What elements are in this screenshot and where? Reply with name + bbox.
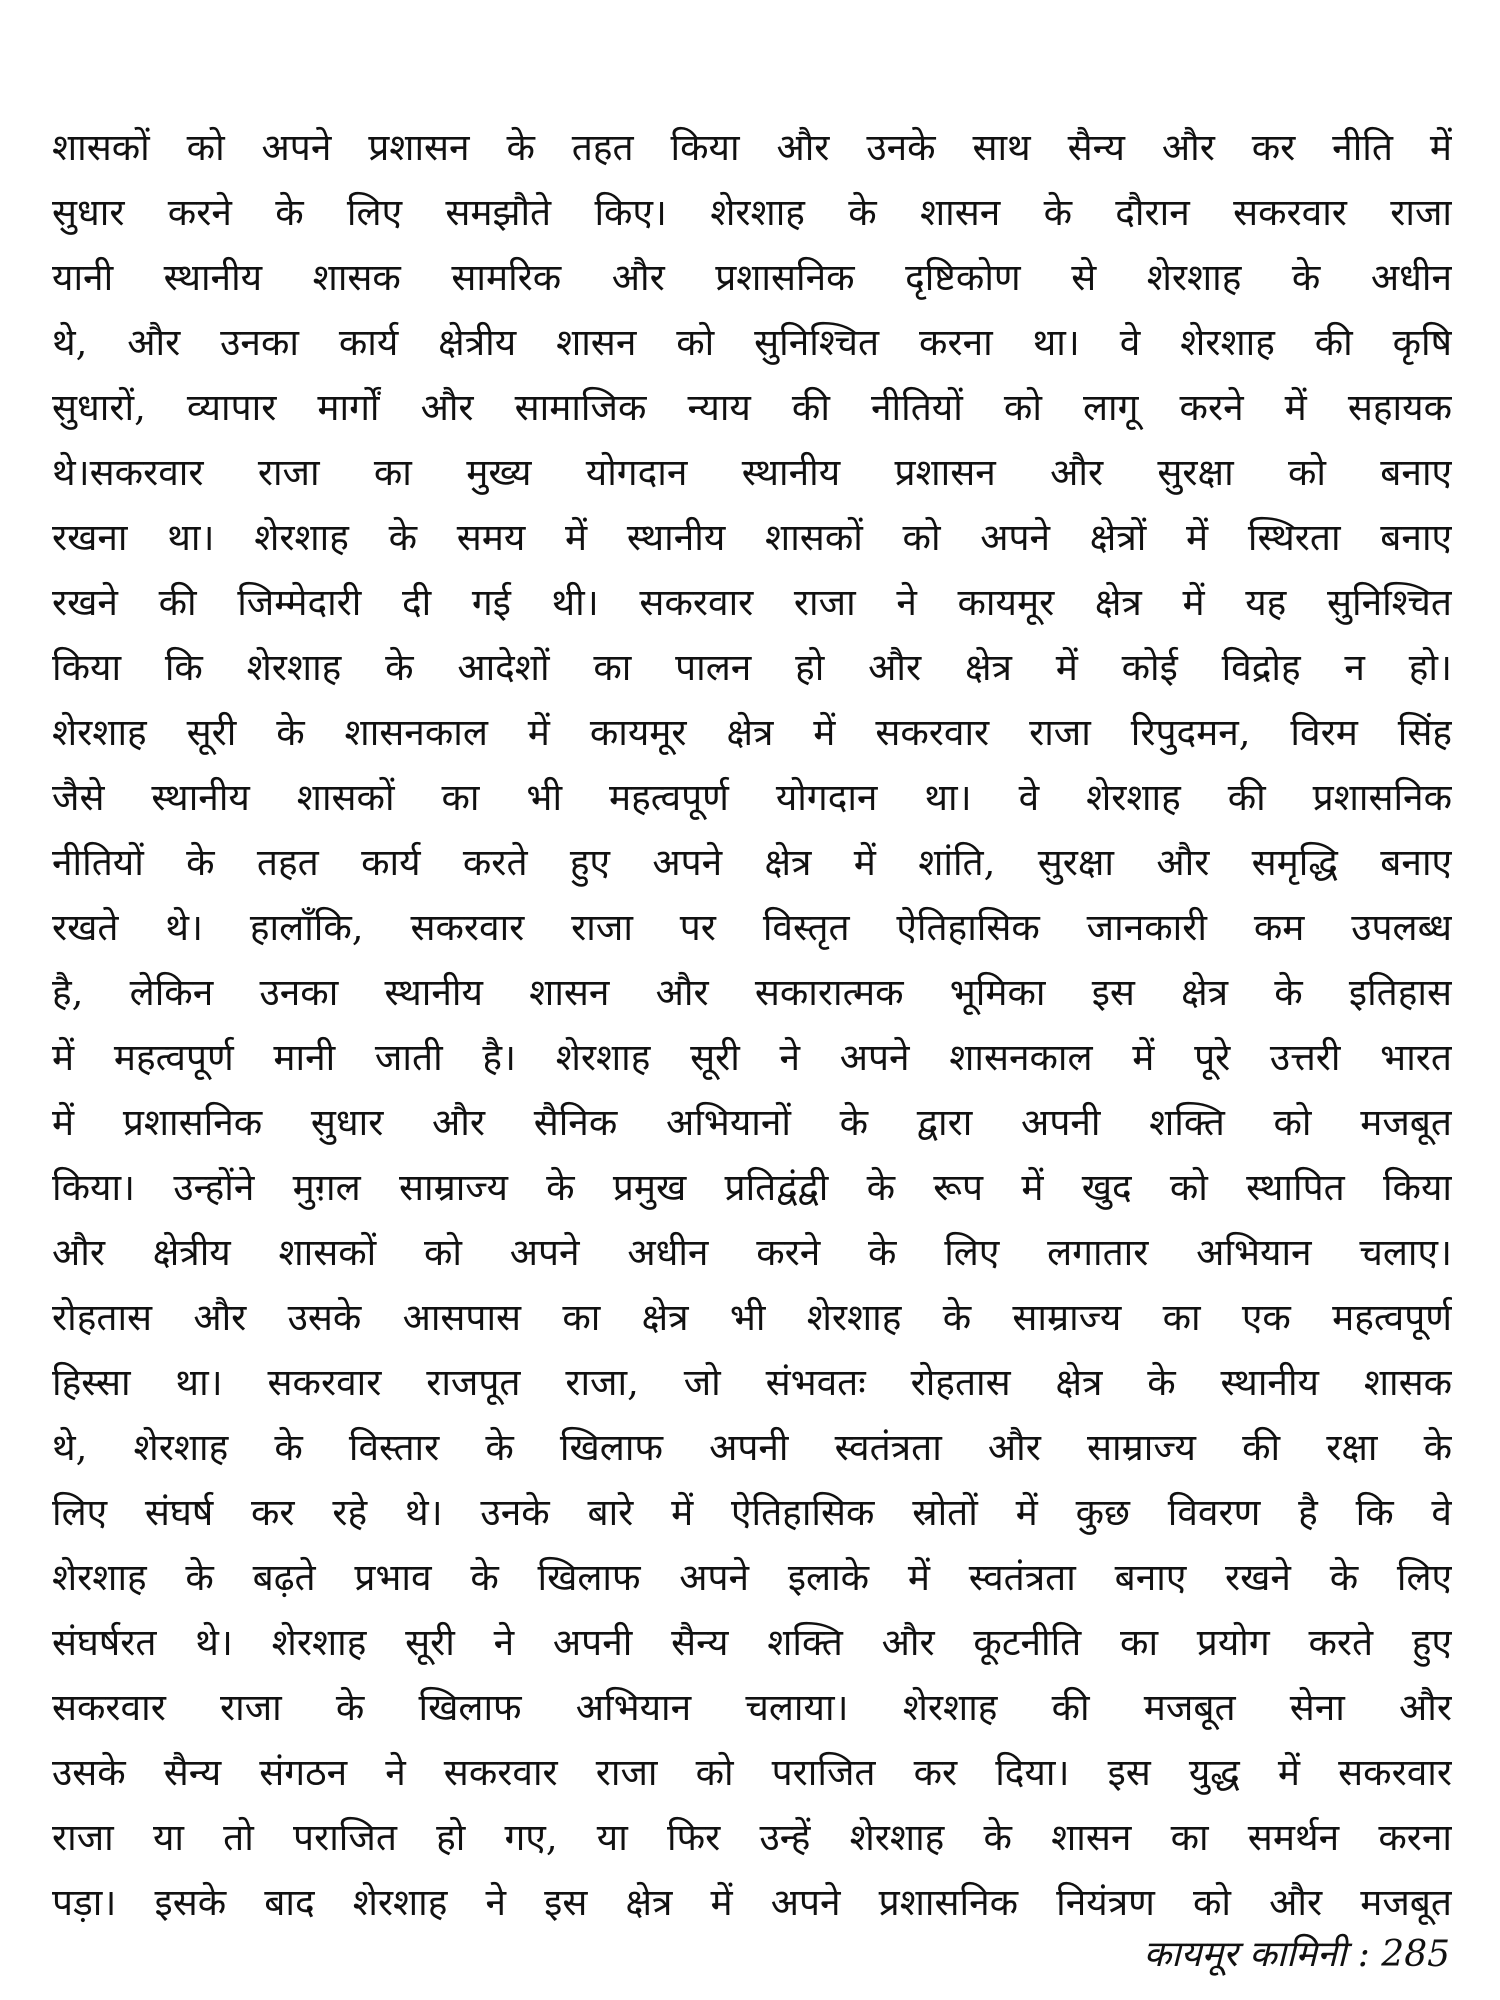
text-line: यानी स्थानीय शासक सामरिक और प्रशासनिक दृष्टिकोण से शेरशाह के अधीन <box>52 256 1452 299</box>
text-line: सकरवार राजा के खिलाफ अभियान चलाया। शेरशाह की मजबूत सेना और <box>52 1686 1452 1729</box>
page-footer: कायमूर कामिनी : 285 <box>1143 1934 1450 1975</box>
text-line: है, लेकिन उनका स्थानीय शासन और सकारात्मक भूमिका इस क्षेत्र के इतिहास <box>52 971 1452 1014</box>
text-line: सुधारों, व्यापार मार्गों और सामाजिक न्याय की नीतियों को लागू करने में सहायक <box>52 386 1452 429</box>
text-line: में प्रशासनिक सुधार और सैनिक अभियानों के द्वारा अपनी शक्ति को मजबूत <box>52 1101 1452 1144</box>
text-line: किया कि शेरशाह के आदेशों का पालन हो और क्षेत्र में कोई विद्रोह न हो। <box>52 646 1452 689</box>
text-line: शासकों को अपने प्रशासन के तहत किया और उनके साथ सैन्य और कर नीति में <box>52 126 1452 169</box>
text-line: संघर्षरत थे। शेरशाह सूरी ने अपनी सैन्य शक्ति और कूटनीति का प्रयोग करते हुए <box>52 1621 1452 1664</box>
text-line: उसके सैन्य संगठन ने सकरवार राजा को पराजित कर दिया। इस युद्ध में सकरवार <box>52 1751 1452 1794</box>
text-line: थे, शेरशाह के विस्तार के खिलाफ अपनी स्वतंत्रता और साम्राज्य की रक्षा के <box>52 1426 1452 1469</box>
text-line: हिस्सा था। सकरवार राजपूत राजा, जो संभवतः रोहतास क्षेत्र के स्थानीय शासक <box>52 1361 1452 1404</box>
text-line: जैसे स्थानीय शासकों का भी महत्वपूर्ण योगदान था। वे शेरशाह की प्रशासनिक <box>52 776 1452 819</box>
text-line: और क्षेत्रीय शासकों को अपने अधीन करने के लिए लगातार अभियान चलाए। <box>52 1231 1452 1274</box>
text-line: शेरशाह सूरी के शासनकाल में कायमूर क्षेत्र में सकरवार राजा रिपुदमन, विरम सिंह <box>52 711 1452 754</box>
text-line: रखना था। शेरशाह के समय में स्थानीय शासकों को अपने क्षेत्रों में स्थिरता बनाए <box>52 516 1452 559</box>
text-line: रोहतास और उसके आसपास का क्षेत्र भी शेरशाह के साम्राज्य का एक महत्वपूर्ण <box>52 1296 1452 1339</box>
text-line: रखने की जिम्मेदारी दी गई थी। सकरवार राजा ने कायमूर क्षेत्र में यह सुनिश्चित <box>52 581 1452 624</box>
text-line: थे।सकरवार राजा का मुख्य योगदान स्थानीय प्रशासन और सुरक्षा को बनाए <box>52 451 1452 494</box>
text-line: सुधार करने के लिए समझौते किए। शेरशाह के शासन के दौरान सकरवार राजा <box>52 191 1452 234</box>
text-line: पड़ा। इसके बाद शेरशाह ने इस क्षेत्र में अपने प्रशासनिक नियंत्रण को और मजबूत <box>52 1881 1452 1924</box>
text-line: रखते थे। हालाँकि, सकरवार राजा पर विस्तृत ऐतिहासिक जानकारी कम उपलब्ध <box>52 906 1452 949</box>
text-line: किया। उन्होंने मुग़ल साम्राज्य के प्रमुख प्रतिद्वंद्वी के रूप में खुद को स्थापित किया <box>52 1166 1452 1209</box>
body-text <box>52 115 1452 1935</box>
text-line: राजा या तो पराजित हो गए, या फिर उन्हें शेरशाह के शासन का समर्थन करना <box>52 1816 1452 1859</box>
text-line: नीतियों के तहत कार्य करते हुए अपने क्षेत्र में शांति, सुरक्षा और समृद्धि बनाए <box>52 841 1452 884</box>
text-line: शेरशाह के बढ़ते प्रभाव के खिलाफ अपने इलाके में स्वतंत्रता बनाए रखने के लिए <box>52 1556 1452 1599</box>
text-line: में महत्वपूर्ण मानी जाती है। शेरशाह सूरी ने अपने शासनकाल में पूरे उत्तरी भारत <box>52 1036 1452 1079</box>
text-line: लिए संघर्ष कर रहे थे। उनके बारे में ऐतिहासिक स्रोतों में कुछ विवरण है कि वे <box>52 1491 1452 1534</box>
text-line: थे, और उनका कार्य क्षेत्रीय शासन को सुनिश्चित करना था। वे शेरशाह की कृषि <box>52 321 1452 364</box>
